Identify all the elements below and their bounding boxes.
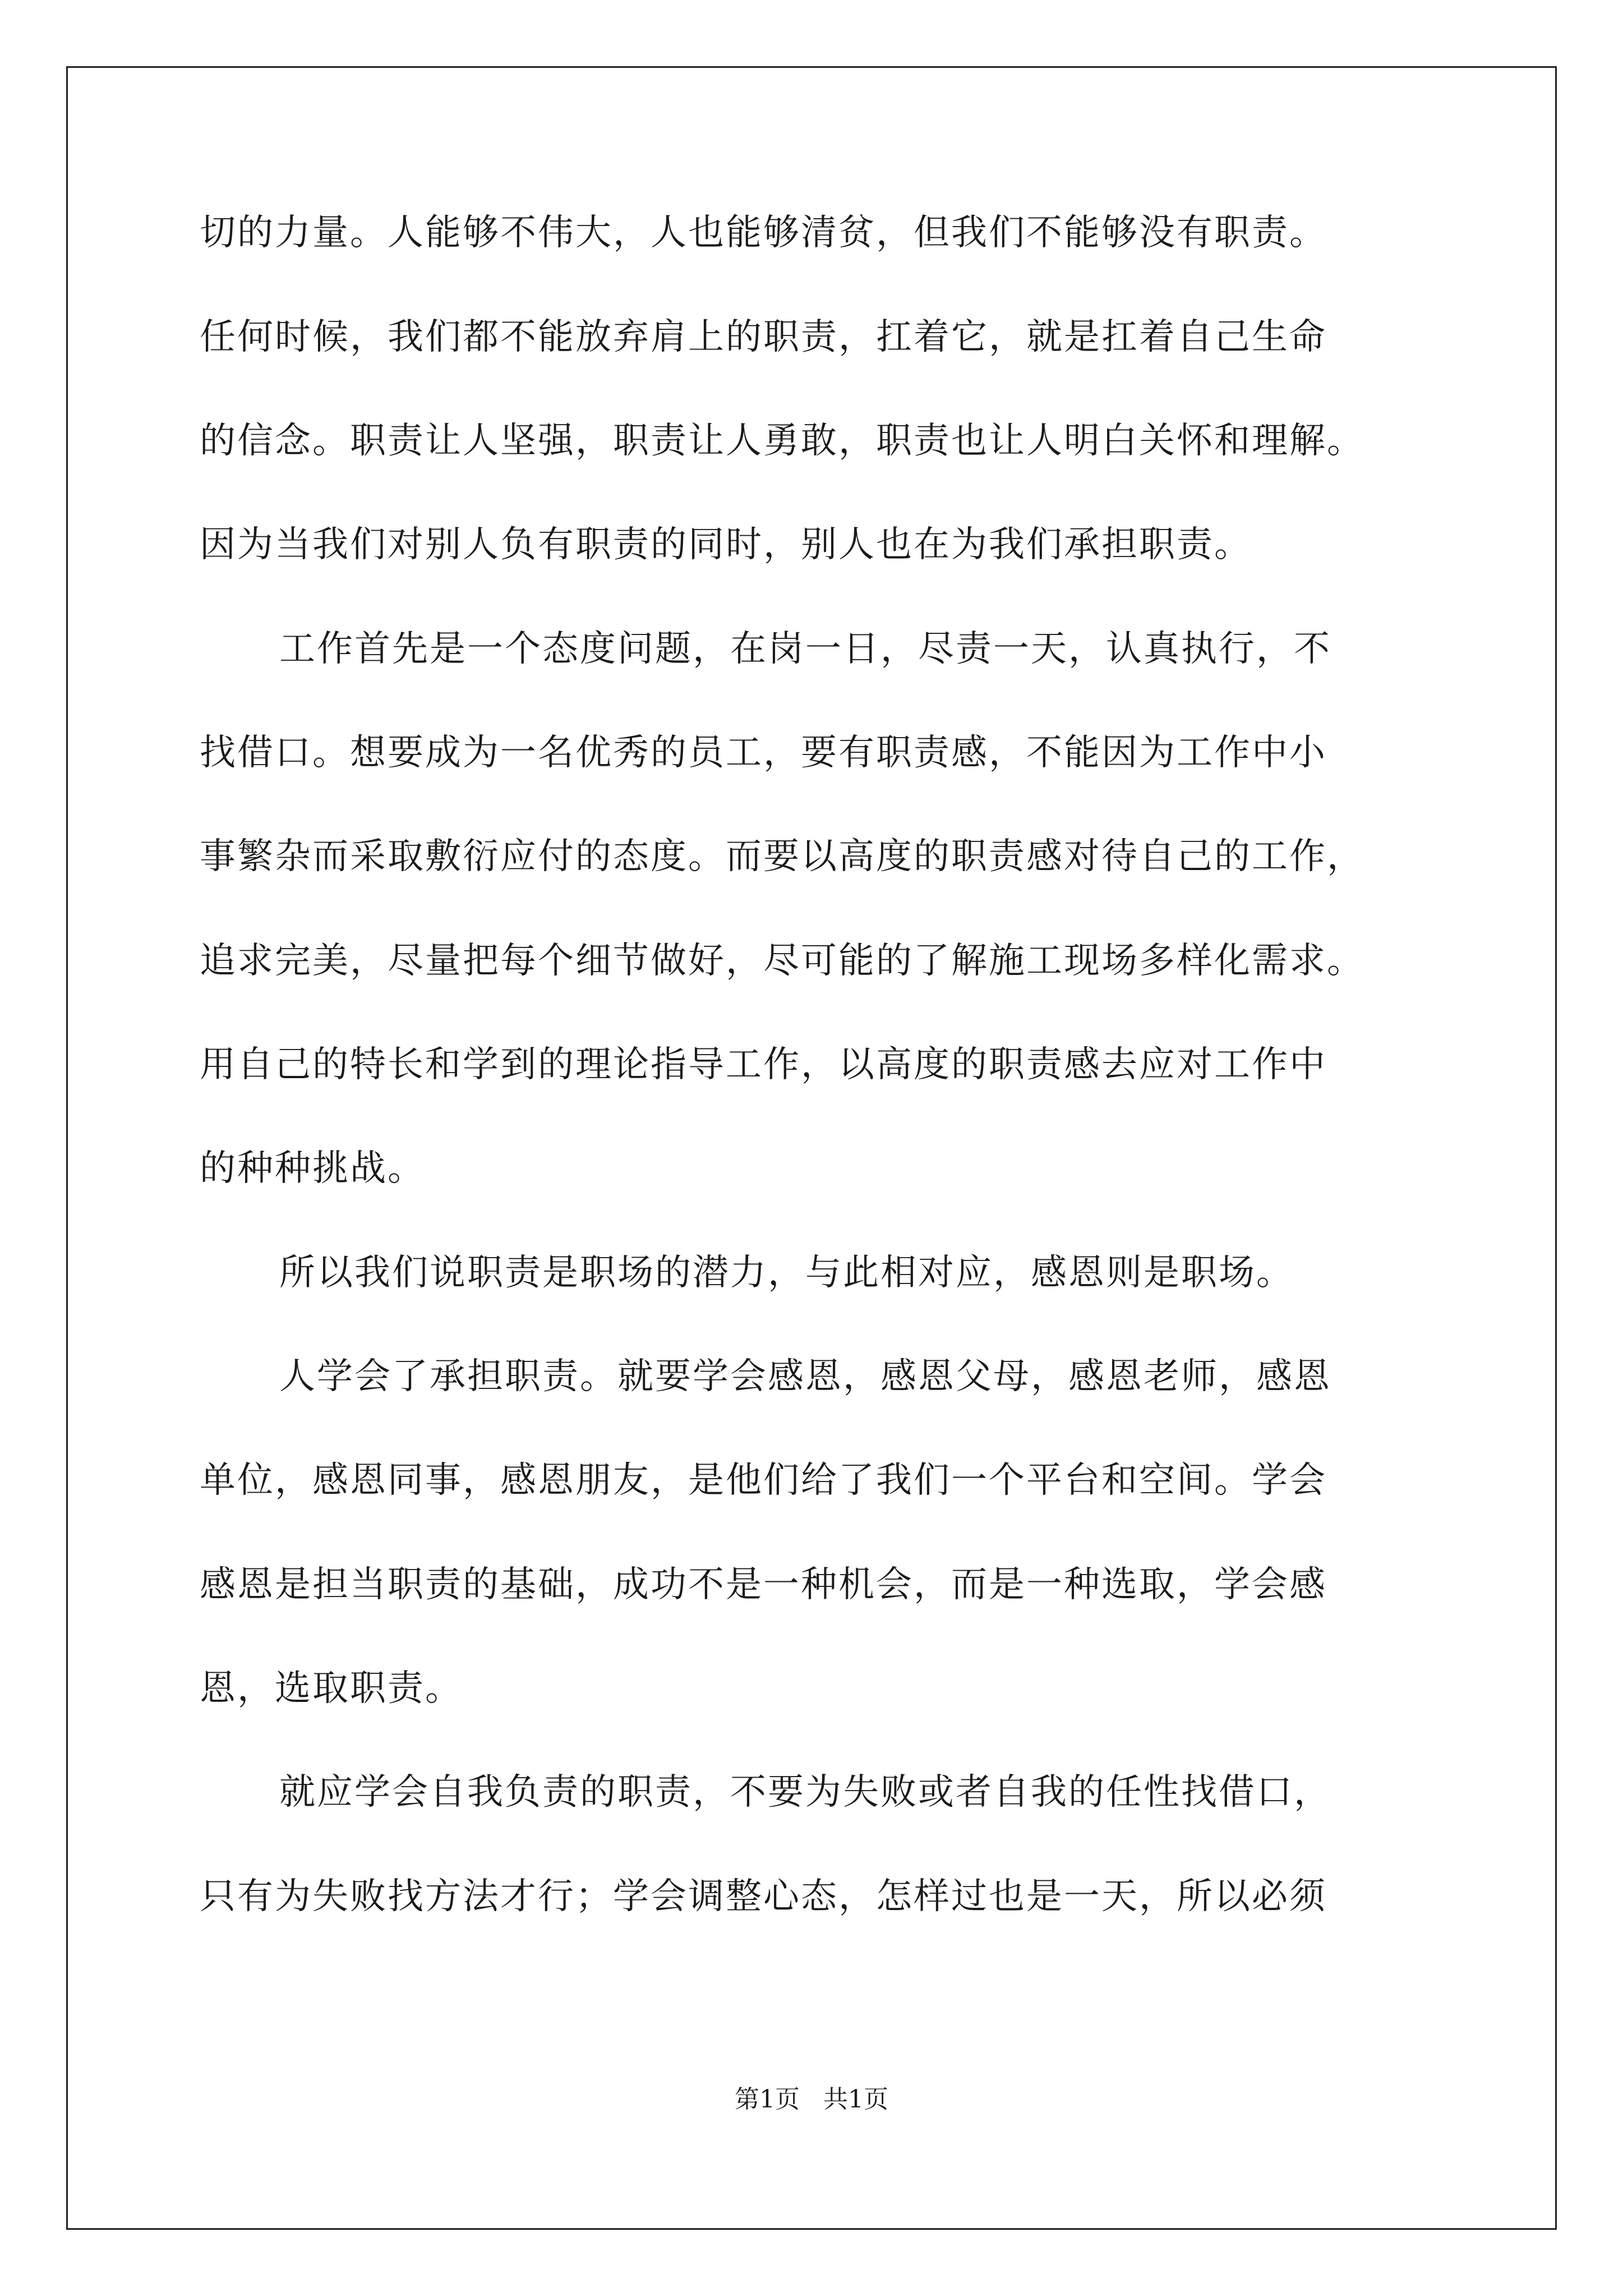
body-text-line: 用自己的特长和学到的理论指导工作，以高度的职责感去应对工作中 (200, 1044, 1327, 1085)
body-text-line: 因为当我们对别人负有职责的同时，别人也在为我们承担职责。 (200, 524, 1252, 565)
body-text-line: 追求完美，尽量把每个细节做好，尽可能的了解施工现场多样化需求。 (200, 940, 1364, 982)
body-text-line: 事繁杂而采取敷衍应付的态度。而要以高度的职责感对待自己的工作， (200, 836, 1364, 877)
body-text-line: 只有为失败找方法才行；学会调整心态，怎样过也是一天，所以必须 (200, 1876, 1327, 1917)
body-text-line: 感恩是担当职责的基础，成功不是一种机会，而是一种选取，学会感 (200, 1564, 1327, 1605)
body-text-line: 的信念。职责让人坚强，职责让人勇敢，职责也让人明白关怀和理解。 (200, 420, 1364, 462)
body-text-line: 恩，选取职责。 (200, 1668, 463, 1709)
page-number-footer: 第1页 共1页 (735, 2085, 888, 2114)
body-text-line: 的种种挑战。 (200, 1148, 425, 1189)
body-text-line: 单位，感恩同事，感恩朋友，是他们给了我们一个平台和空间。学会 (200, 1460, 1327, 1501)
paragraph-first-line: 工作首先是一个态度问题，在岗一日，尽责一天，认真执行，不 (279, 628, 1331, 670)
paragraph-first-line: 就应学会自我负责的职责，不要为失败或者自我的任性找借口， (279, 1772, 1331, 1813)
body-text-line: 任何时候，我们都不能放弃肩上的职责，扛着它，就是扛着自己生命 (200, 316, 1327, 358)
paragraph-first-line: 所以我们说职责是职场的潜力，与此相对应，感恩则是职场。 (279, 1252, 1294, 1294)
body-text-line: 找借口。想要成为一名优秀的员工，要有职责感，不能因为工作中小 (200, 732, 1327, 774)
paragraph-first-line: 人学会了承担职责。就要学会感恩，感恩父母，感恩老师，感恩 (279, 1356, 1331, 1397)
body-text-line: 切的力量。人能够不伟大，人也能够清贫，但我们不能够没有职责。 (200, 212, 1327, 254)
